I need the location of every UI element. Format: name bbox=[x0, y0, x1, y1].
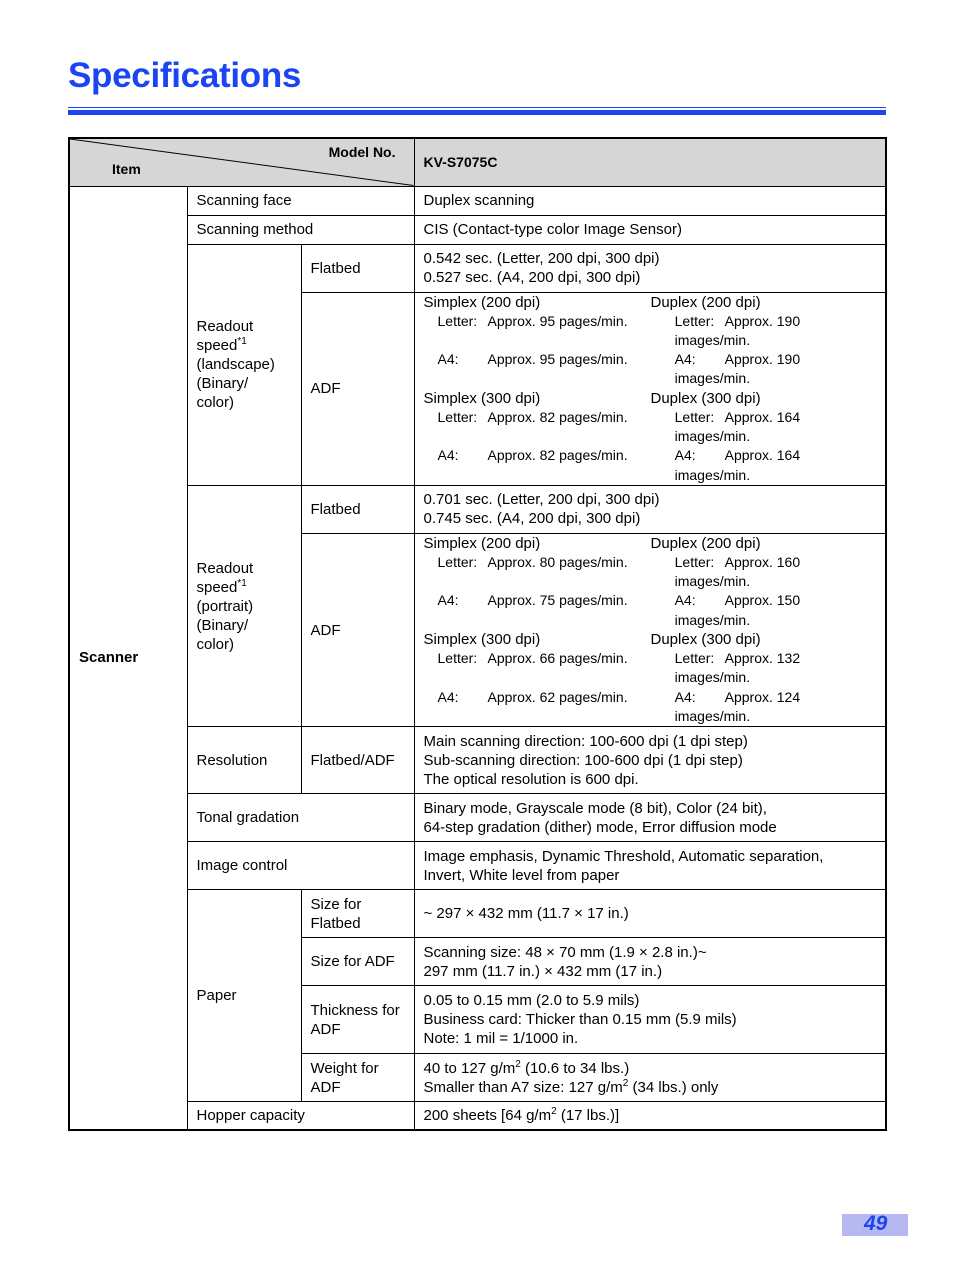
model-name: KV-S7075C bbox=[414, 138, 886, 186]
spec-table bbox=[68, 137, 887, 1131]
paper-label: Paper bbox=[187, 890, 301, 1102]
table-row bbox=[69, 842, 886, 890]
tonal-label: Tonal gradation bbox=[187, 794, 414, 842]
table-row bbox=[69, 186, 886, 215]
adf-label: ADF bbox=[301, 533, 414, 726]
scanner-label: Scanner bbox=[69, 186, 187, 1130]
table-row bbox=[69, 1102, 886, 1130]
thickness-adf-value: 0.05 to 0.15 mm (2.0 to 5.9 mils) Business card: Thicker than 0.15 mm (5.9 mils) Note: 1 mil = 1/1000 in. bbox=[414, 986, 886, 1054]
table-row bbox=[69, 215, 886, 244]
hopper-label: Hopper capacity bbox=[187, 1102, 414, 1130]
tonal-value: Binary mode, Grayscale mode (8 bit), Color (24 bit), 64-step gradation (dither) mode, Error diffusion mode bbox=[414, 794, 886, 842]
scanning-face-label: Scanning face bbox=[187, 186, 414, 215]
table-row bbox=[69, 794, 886, 842]
size-adf-label: Size for ADF bbox=[301, 938, 414, 986]
resolution-sub-label: Flatbed/ADF bbox=[301, 727, 414, 794]
table-row bbox=[69, 485, 886, 533]
size-adf-value: Scanning size: 48 × 70 mm (1.9 × 2.8 in.)~ 297 mm (11.7 in.) × 432 mm (17 in.) bbox=[414, 938, 886, 986]
page-number-badge bbox=[842, 1214, 908, 1236]
page-title: Specifications bbox=[68, 56, 302, 95]
resolution-label: Resolution bbox=[187, 727, 301, 794]
resolution-value: Main scanning direction: 100-600 dpi (1 dpi step) Sub-scanning direction: 100-600 dpi (1 dpi step) The optical resolution is 600 dpi. bbox=[414, 727, 886, 794]
weight-adf-label: Weight for ADF bbox=[301, 1054, 414, 1102]
flatbed-speed-value: 0.701 sec. (Letter, 200 dpi, 300 dpi) 0.745 sec. (A4, 200 dpi, 300 dpi) bbox=[414, 485, 886, 533]
size-flatbed-label: Size for Flatbed bbox=[301, 890, 414, 938]
model-no-label: Model No. bbox=[328, 144, 396, 160]
item-label: Item bbox=[112, 160, 141, 177]
image-control-label: Image control bbox=[187, 842, 414, 890]
image-control-value: Image emphasis, Dynamic Threshold, Automatic separation, Invert, White level from paper bbox=[414, 842, 886, 890]
table-row bbox=[69, 244, 886, 292]
size-flatbed-value: ~ 297 × 432 mm (11.7 × 17 in.) bbox=[414, 890, 886, 938]
hopper-value: 200 sheets [64 $g/m^2$ (17 lbs.)] bbox=[414, 1102, 886, 1130]
thickness-adf-label: Thickness for ADF bbox=[301, 986, 414, 1054]
flatbed-label: Flatbed bbox=[301, 244, 414, 292]
flatbed-label: Flatbed bbox=[301, 485, 414, 533]
readout-portrait-label: Readout speed$^{*1}$ (portrait) (Binary/ color) bbox=[187, 485, 301, 726]
weight-adf-value: 40 to 127 $g/m^2$ (10.6 to 34 lbs.) Smaller than A7 size: 127 $g/m^2$ (34 lbs.) only bbox=[414, 1054, 886, 1102]
flatbed-speed-value: 0.542 sec. (Letter, 200 dpi, 300 dpi) 0.527 sec. (A4, 200 dpi, 300 dpi) bbox=[414, 244, 886, 292]
table-header-row bbox=[69, 138, 886, 186]
adf-label: ADF bbox=[301, 292, 414, 485]
adf-speed-value: Simplex (200 dpi) Duplex (200 dpi) Letter: Approx. 95 pages/min. Letter: Approx. 190 images/min. A4: Approx. 95 pages/min. A4: Approx. 190 images/min. Simplex (300 dpi) Duplex (300 dpi) Letter: Approx. 82 pages/min. Letter: Approx. 164 images/min. A4: Approx. 82 pages/min. A4: Approx. 164 images/min. bbox=[414, 292, 886, 485]
title-rule-thin bbox=[68, 107, 886, 108]
page-number: 49 bbox=[864, 1212, 888, 1235]
readout-landscape-label: Readout speed$^{*1}$ (landscape) (Binary/ color) bbox=[187, 244, 301, 485]
scanning-face-value: Duplex scanning bbox=[414, 186, 886, 215]
adf-speed-value: Simplex (200 dpi) Duplex (200 dpi) Letter: Approx. 80 pages/min. Letter: Approx. 160 images/min. A4: Approx. 75 pages/min. A4: Approx. 150 images/min. Simplex (300 dpi) Duplex (300 dpi) Letter: Approx. 66 pages/min. Letter: Approx. 132 images/min. A4: Approx. 62 pages/min. A4: Approx. 124 images/min. bbox=[414, 533, 886, 726]
title-rule-thick bbox=[68, 110, 886, 115]
table-row bbox=[69, 727, 886, 794]
scanning-method-value: CIS (Contact-type color Image Sensor) bbox=[414, 215, 886, 244]
scanning-method-label: Scanning method bbox=[187, 215, 414, 244]
header-diagonal-cell bbox=[69, 138, 414, 186]
table-row bbox=[69, 890, 886, 938]
